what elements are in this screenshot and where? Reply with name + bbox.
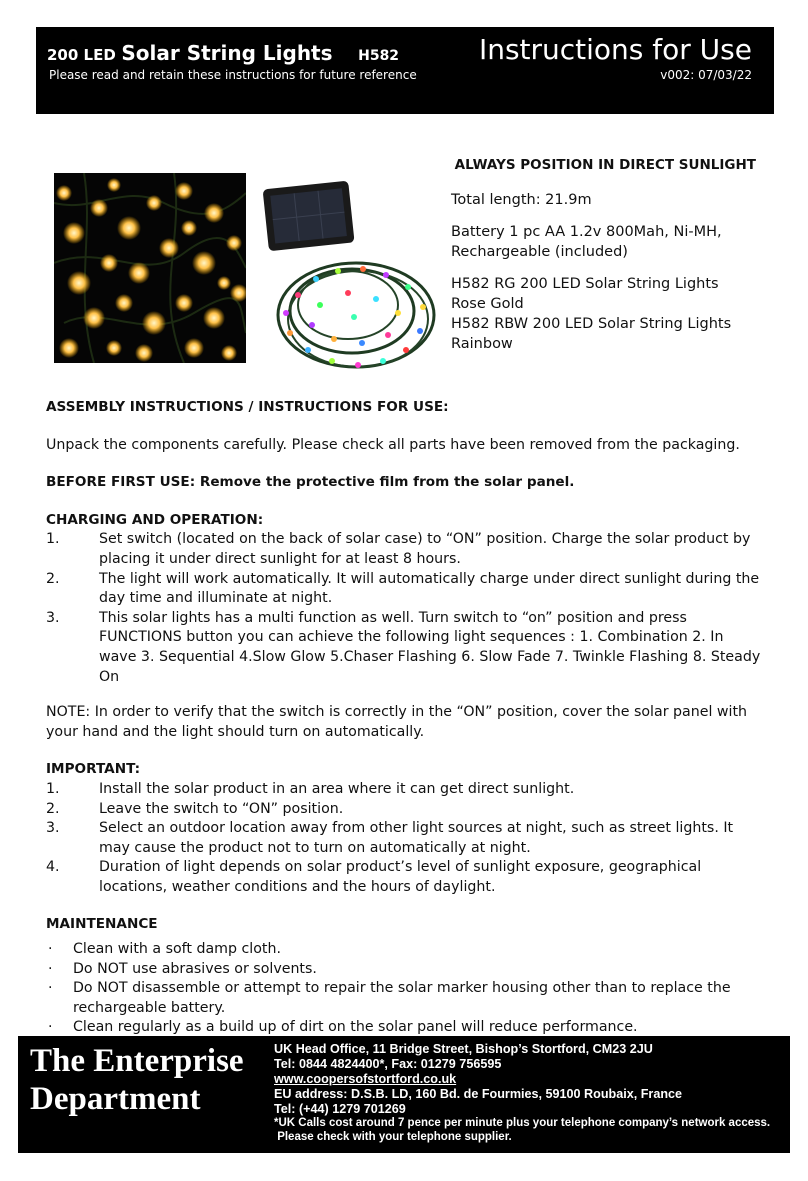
footer-banner xyxy=(18,1036,790,1153)
call-cost-note-2: Please check with your telephone supplier. xyxy=(274,1130,512,1143)
variant-rainbow: H582 RBW 200 LED Solar String Lights Rainbow xyxy=(451,316,732,352)
product-title xyxy=(47,41,399,65)
charging-item-number: 2. xyxy=(46,570,60,587)
charging-item-text: Set switch (located on the back of solar case) to “ON” position. Charge the solar product by placing it under direct sunlight for at least 8 hours. xyxy=(99,531,751,567)
warm-lights-photo xyxy=(54,173,246,363)
maintenance-item-text: Clean regularly as a build up of dirt on the solar panel will reduce performance. xyxy=(73,1019,638,1036)
logo-line-2: Department xyxy=(30,1081,201,1117)
version-date: v002: 07/03/22 xyxy=(660,68,752,82)
warm-lights-image xyxy=(54,173,246,363)
bullet-icon: · xyxy=(48,980,53,997)
charging-item xyxy=(46,530,761,569)
important-item-text: Install the solar product in an area where it can get direct sunlight. xyxy=(99,780,575,797)
important-item-number: 1. xyxy=(46,780,60,797)
title-main: Solar String Lights xyxy=(121,41,333,65)
contact-details xyxy=(274,1042,770,1144)
call-cost-note: *UK Calls cost around 7 pence per minute plus your telephone company’s network access. xyxy=(274,1117,771,1129)
charging-heading: CHARGING AND OPERATION: xyxy=(46,511,264,528)
maintenance-item-text: Do NOT use abrasives or solvents. xyxy=(73,960,317,977)
maintenance-item xyxy=(46,960,761,980)
important-heading: IMPORTANT: xyxy=(46,761,141,778)
logo-line-1: The Enterprise xyxy=(30,1043,244,1079)
important-item-number: 2. xyxy=(46,800,60,817)
bullet-icon: · xyxy=(48,960,53,977)
important-item-number: 3. xyxy=(46,820,60,837)
charging-item-number: 1. xyxy=(46,531,60,548)
product-code: H582 xyxy=(358,48,400,64)
charging-item-number: 3. xyxy=(46,609,60,626)
variant-rose-gold: H582 RG 200 LED Solar String Lights Rose Gold xyxy=(451,276,719,312)
important-item xyxy=(46,780,761,800)
before-first-use: BEFORE FIRST USE: Remove the protective film from the solar panel. xyxy=(46,474,575,491)
sunlight-warning: ALWAYS POSITION IN DIRECT SUNLIGHT xyxy=(454,157,756,173)
eu-phone: Tel: (+44) 1279 701269 xyxy=(274,1102,406,1116)
solar-kit-image xyxy=(258,175,440,389)
header-banner xyxy=(36,27,774,114)
total-length: Total length: 21.9m xyxy=(451,192,592,208)
important-item-text: Duration of light depends on solar product’s level of sunlight exposure, geographical locations, weather conditions and the hours of daylight. xyxy=(99,859,702,895)
charging-item-text: This solar lights has a multi function as well. Turn switch to “on” position and press FUNCTIONS button you can achieve the following light sequences : 1. Combination 2. In wave 3. Sequential 4.Slow Glow 5.Chaser Flashing 6. Slow Fade 7. Twinkle Flashing 8. Steady On xyxy=(99,609,761,685)
instructions-body xyxy=(46,398,761,1038)
website-link[interactable]: www.coopersofstortford.co.uk xyxy=(274,1072,457,1086)
maintenance-item xyxy=(46,940,761,960)
unpack-text: Unpack the components carefully. Please check all parts have been removed from the packaging. xyxy=(46,436,740,453)
title-prefix: 200 LED xyxy=(47,46,116,64)
bullet-icon: · xyxy=(48,1019,53,1036)
charging-item xyxy=(46,609,761,687)
header-subtitle: Please read and retain these instructions for future reference xyxy=(49,68,417,82)
important-item-number: 4. xyxy=(46,859,60,876)
bullet-icon: · xyxy=(48,941,53,958)
solar-kit-photo xyxy=(258,175,440,389)
instructions-title: Instructions for Use xyxy=(478,33,752,66)
important-item-text: Leave the switch to “ON” position. xyxy=(99,800,344,817)
charging-item xyxy=(46,570,761,609)
note-text: NOTE: In order to verify that the switch is correctly in the “ON” position, cover the solar panel with your hand and the light should turn on automatically. xyxy=(46,704,748,740)
head-office-address: UK Head Office, 11 Bridge Street, Bishop’s Stortford, CM23 2JU xyxy=(274,1042,653,1056)
important-item xyxy=(46,819,761,858)
eu-address: EU address: D.S.B. LD, 160 Bd. de Fourmies, 59100 Roubaix, France xyxy=(274,1087,683,1101)
important-item xyxy=(46,800,761,820)
charging-item-text: The light will work automatically. It will automatically charge under direct sunlight during the day time and illuminate at night. xyxy=(99,570,760,607)
phone-fax: Tel: 0844 4824400*, Fax: 01279 756595 xyxy=(274,1057,502,1071)
maintenance-item-text: Do NOT disassemble or attempt to repair the solar marker housing other than to replace the rechargeable battery. xyxy=(73,980,731,1016)
maintenance-item xyxy=(46,979,761,1018)
important-item xyxy=(46,858,761,897)
maintenance-heading: MAINTENANCE xyxy=(46,916,158,933)
company-logo xyxy=(30,1042,244,1118)
maintenance-item-text: Clean with a soft damp cloth. xyxy=(73,941,281,958)
assembly-heading: ASSEMBLY INSTRUCTIONS / INSTRUCTIONS FOR USE: xyxy=(46,399,449,415)
product-info xyxy=(451,155,756,366)
battery-spec: Battery 1 pc AA 1.2v 800Mah, Ni-MH, Rechargeable (included) xyxy=(451,224,722,260)
important-item-text: Select an outdoor location away from other light sources at night, such as street lights. It may cause the product not to turn on automatically at night. xyxy=(99,820,734,856)
